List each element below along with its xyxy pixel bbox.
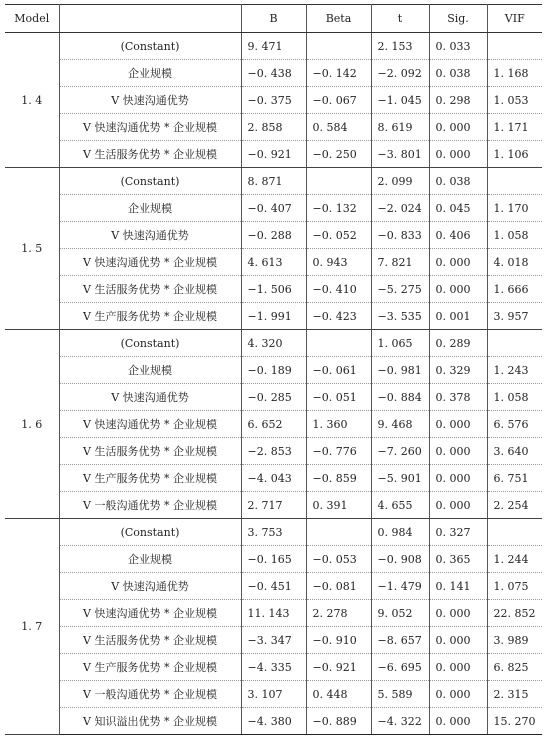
vif-cell: 1. 171 [487, 114, 542, 141]
variable-cell: 企业规模 [59, 195, 241, 222]
t-cell: −7. 260 [371, 438, 429, 465]
t-cell: 2. 153 [371, 33, 429, 60]
variable-cell: V 生活服务优势 * 企业规模 [59, 627, 241, 654]
sig-cell: 0. 000 [429, 708, 487, 735]
vif-cell: 1. 666 [487, 276, 542, 303]
vif-cell: 3. 957 [487, 303, 542, 330]
b-cell: 8. 871 [241, 168, 306, 195]
header-sig: Sig. [429, 5, 487, 33]
vif-cell: 6. 825 [487, 654, 542, 681]
vif-cell: 1. 170 [487, 195, 542, 222]
vif-cell: 6. 751 [487, 465, 542, 492]
beta-cell [306, 33, 371, 60]
table-row [5, 276, 542, 303]
vif-cell: 15. 270 [487, 708, 542, 735]
t-cell: −6. 695 [371, 654, 429, 681]
beta-cell: 0. 584 [306, 114, 371, 141]
vif-cell: 22. 852 [487, 600, 542, 627]
header-b: B [241, 5, 306, 33]
t-cell: −2. 092 [371, 60, 429, 87]
vif-cell: 3. 640 [487, 438, 542, 465]
table-row [5, 60, 542, 87]
t-cell: 4. 655 [371, 492, 429, 519]
sig-cell: 0. 001 [429, 303, 487, 330]
vif-cell [487, 33, 542, 60]
sig-cell: 0. 327 [429, 519, 487, 546]
vif-cell: 1. 244 [487, 546, 542, 573]
sig-cell: 0. 000 [429, 681, 487, 708]
b-cell: −3. 347 [241, 627, 306, 654]
variable-cell: V 生活服务优势 * 企业规模 [59, 276, 241, 303]
vif-cell: 1. 168 [487, 60, 542, 87]
b-cell: −1. 991 [241, 303, 306, 330]
vif-cell: 1. 058 [487, 222, 542, 249]
table-row [5, 654, 542, 681]
model-label: 1. 5 [5, 168, 59, 330]
b-cell: −4. 043 [241, 465, 306, 492]
sig-cell: 0. 000 [429, 438, 487, 465]
header-model: Model [5, 5, 59, 33]
t-cell: 0. 984 [371, 519, 429, 546]
b-cell: −0. 165 [241, 546, 306, 573]
variable-cell: 企业规模 [59, 60, 241, 87]
table-row [5, 384, 542, 411]
variable-cell: V 生活服务优势 * 企业规模 [59, 438, 241, 465]
model-label: 1. 7 [5, 519, 59, 735]
sig-cell: 0. 000 [429, 654, 487, 681]
sig-cell: 0. 038 [429, 60, 487, 87]
t-cell: 2. 099 [371, 168, 429, 195]
table-row [5, 708, 542, 735]
variable-cell: (Constant) [59, 168, 241, 195]
t-cell: −1. 045 [371, 87, 429, 114]
sig-cell: 0. 045 [429, 195, 487, 222]
table-body [5, 33, 542, 735]
t-cell: −0. 833 [371, 222, 429, 249]
b-cell: 3. 107 [241, 681, 306, 708]
sig-cell: 0. 298 [429, 87, 487, 114]
b-cell: −2. 853 [241, 438, 306, 465]
sig-cell: 0. 329 [429, 357, 487, 384]
table-row [5, 600, 542, 627]
beta-cell [306, 330, 371, 357]
table-row [5, 195, 542, 222]
sig-cell: 0. 378 [429, 384, 487, 411]
b-cell: 9. 471 [241, 33, 306, 60]
b-cell: 2. 717 [241, 492, 306, 519]
b-cell: −0. 407 [241, 195, 306, 222]
sig-cell: 0. 000 [429, 411, 487, 438]
variable-cell: V 快速沟通优势 * 企业规模 [59, 411, 241, 438]
b-cell: 3. 753 [241, 519, 306, 546]
b-cell: 6. 652 [241, 411, 306, 438]
table-row [5, 357, 542, 384]
t-cell: −5. 901 [371, 465, 429, 492]
b-cell: 11. 143 [241, 600, 306, 627]
b-cell: 2. 858 [241, 114, 306, 141]
sig-cell: 0. 000 [429, 249, 487, 276]
b-cell: −0. 375 [241, 87, 306, 114]
sig-cell: 0. 000 [429, 276, 487, 303]
table-row [5, 330, 542, 357]
header-row [5, 5, 542, 33]
t-cell: 5. 589 [371, 681, 429, 708]
t-cell: −3. 535 [371, 303, 429, 330]
t-cell: −1. 479 [371, 573, 429, 600]
table-row [5, 303, 542, 330]
beta-cell: 0. 391 [306, 492, 371, 519]
beta-cell: −0. 859 [306, 465, 371, 492]
t-cell: −2. 024 [371, 195, 429, 222]
beta-cell: −0. 250 [306, 141, 371, 168]
variable-cell: V 生产服务优势 * 企业规模 [59, 465, 241, 492]
variable-cell: (Constant) [59, 330, 241, 357]
header-t: t [371, 5, 429, 33]
vif-cell [487, 519, 542, 546]
vif-cell: 1. 053 [487, 87, 542, 114]
b-cell: 4. 613 [241, 249, 306, 276]
header-beta: Beta [306, 5, 371, 33]
t-cell: −3. 801 [371, 141, 429, 168]
table-row [5, 681, 542, 708]
sig-cell: 0. 141 [429, 573, 487, 600]
t-cell: −0. 981 [371, 357, 429, 384]
variable-cell: (Constant) [59, 33, 241, 60]
variable-cell: V 快速沟通优势 [59, 573, 241, 600]
regression-table [5, 4, 542, 735]
beta-cell: 1. 360 [306, 411, 371, 438]
beta-cell: −0. 081 [306, 573, 371, 600]
sig-cell: 0. 000 [429, 465, 487, 492]
table-row [5, 627, 542, 654]
variable-cell: V 知识溢出优势 * 企业规模 [59, 708, 241, 735]
b-cell: −0. 921 [241, 141, 306, 168]
table-row [5, 141, 542, 168]
variable-cell: V 生产服务优势 * 企业规模 [59, 303, 241, 330]
sig-cell: 0. 000 [429, 600, 487, 627]
t-cell: 8. 619 [371, 114, 429, 141]
sig-cell: 0. 000 [429, 492, 487, 519]
sig-cell: 0. 000 [429, 627, 487, 654]
model-label: 1. 4 [5, 33, 59, 168]
header-variable [59, 5, 241, 33]
beta-cell: −0. 061 [306, 357, 371, 384]
beta-cell: −0. 051 [306, 384, 371, 411]
b-cell: −0. 288 [241, 222, 306, 249]
sig-cell: 0. 000 [429, 141, 487, 168]
beta-cell: 0. 943 [306, 249, 371, 276]
table-row [5, 438, 542, 465]
t-cell: −0. 884 [371, 384, 429, 411]
t-cell: −4. 322 [371, 708, 429, 735]
table-row [5, 519, 542, 546]
model-label: 1. 6 [5, 330, 59, 519]
vif-cell: 1. 058 [487, 384, 542, 411]
variable-cell: V 一般沟通优势 * 企业规模 [59, 492, 241, 519]
vif-cell: 2. 315 [487, 681, 542, 708]
vif-cell: 1. 075 [487, 573, 542, 600]
variable-cell: V 快速沟通优势 * 企业规模 [59, 600, 241, 627]
beta-cell: −0. 053 [306, 546, 371, 573]
b-cell: −4. 335 [241, 654, 306, 681]
vif-cell [487, 330, 542, 357]
b-cell: −0. 285 [241, 384, 306, 411]
sig-cell: 0. 033 [429, 33, 487, 60]
t-cell: −5. 275 [371, 276, 429, 303]
variable-cell: V 快速沟通优势 * 企业规模 [59, 114, 241, 141]
variable-cell: V 生产服务优势 * 企业规模 [59, 654, 241, 681]
t-cell: 7. 821 [371, 249, 429, 276]
t-cell: 9. 468 [371, 411, 429, 438]
beta-cell: −0. 921 [306, 654, 371, 681]
b-cell: −0. 189 [241, 357, 306, 384]
beta-cell: −0. 889 [306, 708, 371, 735]
table-row [5, 465, 542, 492]
beta-cell: −0. 067 [306, 87, 371, 114]
b-cell: 4. 320 [241, 330, 306, 357]
b-cell: −4. 380 [241, 708, 306, 735]
beta-cell: −0. 142 [306, 60, 371, 87]
table-row [5, 573, 542, 600]
variable-cell: V 生活服务优势 * 企业规模 [59, 141, 241, 168]
vif-cell: 1. 106 [487, 141, 542, 168]
sig-cell: 0. 406 [429, 222, 487, 249]
variable-cell: (Constant) [59, 519, 241, 546]
t-cell: 9. 052 [371, 600, 429, 627]
sig-cell: 0. 038 [429, 168, 487, 195]
sig-cell: 0. 000 [429, 114, 487, 141]
variable-cell: 企业规模 [59, 357, 241, 384]
table-row [5, 114, 542, 141]
variable-cell: 企业规模 [59, 546, 241, 573]
header-vif: VIF [487, 5, 542, 33]
beta-cell: −0. 410 [306, 276, 371, 303]
beta-cell: 0. 448 [306, 681, 371, 708]
b-cell: −0. 438 [241, 60, 306, 87]
variable-cell: V 快速沟通优势 [59, 222, 241, 249]
variable-cell: V 一般沟通优势 * 企业规模 [59, 681, 241, 708]
t-cell: −0. 908 [371, 546, 429, 573]
table-row [5, 168, 542, 195]
beta-cell [306, 168, 371, 195]
beta-cell: −0. 776 [306, 438, 371, 465]
table-row [5, 411, 542, 438]
table-row [5, 492, 542, 519]
table-row [5, 222, 542, 249]
b-cell: −1. 506 [241, 276, 306, 303]
beta-cell: −0. 132 [306, 195, 371, 222]
table-row [5, 33, 542, 60]
vif-cell: 2. 254 [487, 492, 542, 519]
beta-cell: 2. 278 [306, 600, 371, 627]
beta-cell [306, 519, 371, 546]
vif-cell: 4. 018 [487, 249, 542, 276]
sig-cell: 0. 289 [429, 330, 487, 357]
variable-cell: V 快速沟通优势 * 企业规模 [59, 249, 241, 276]
t-cell: 1. 065 [371, 330, 429, 357]
table-row [5, 87, 542, 114]
t-cell: −8. 657 [371, 627, 429, 654]
variable-cell: V 快速沟通优势 [59, 87, 241, 114]
beta-cell: −0. 052 [306, 222, 371, 249]
vif-cell [487, 168, 542, 195]
variable-cell: V 快速沟通优势 [59, 384, 241, 411]
vif-cell: 3. 989 [487, 627, 542, 654]
b-cell: −0. 451 [241, 573, 306, 600]
sig-cell: 0. 365 [429, 546, 487, 573]
table-row [5, 249, 542, 276]
beta-cell: −0. 423 [306, 303, 371, 330]
vif-cell: 6. 576 [487, 411, 542, 438]
vif-cell: 1. 243 [487, 357, 542, 384]
beta-cell: −0. 910 [306, 627, 371, 654]
table-row [5, 546, 542, 573]
